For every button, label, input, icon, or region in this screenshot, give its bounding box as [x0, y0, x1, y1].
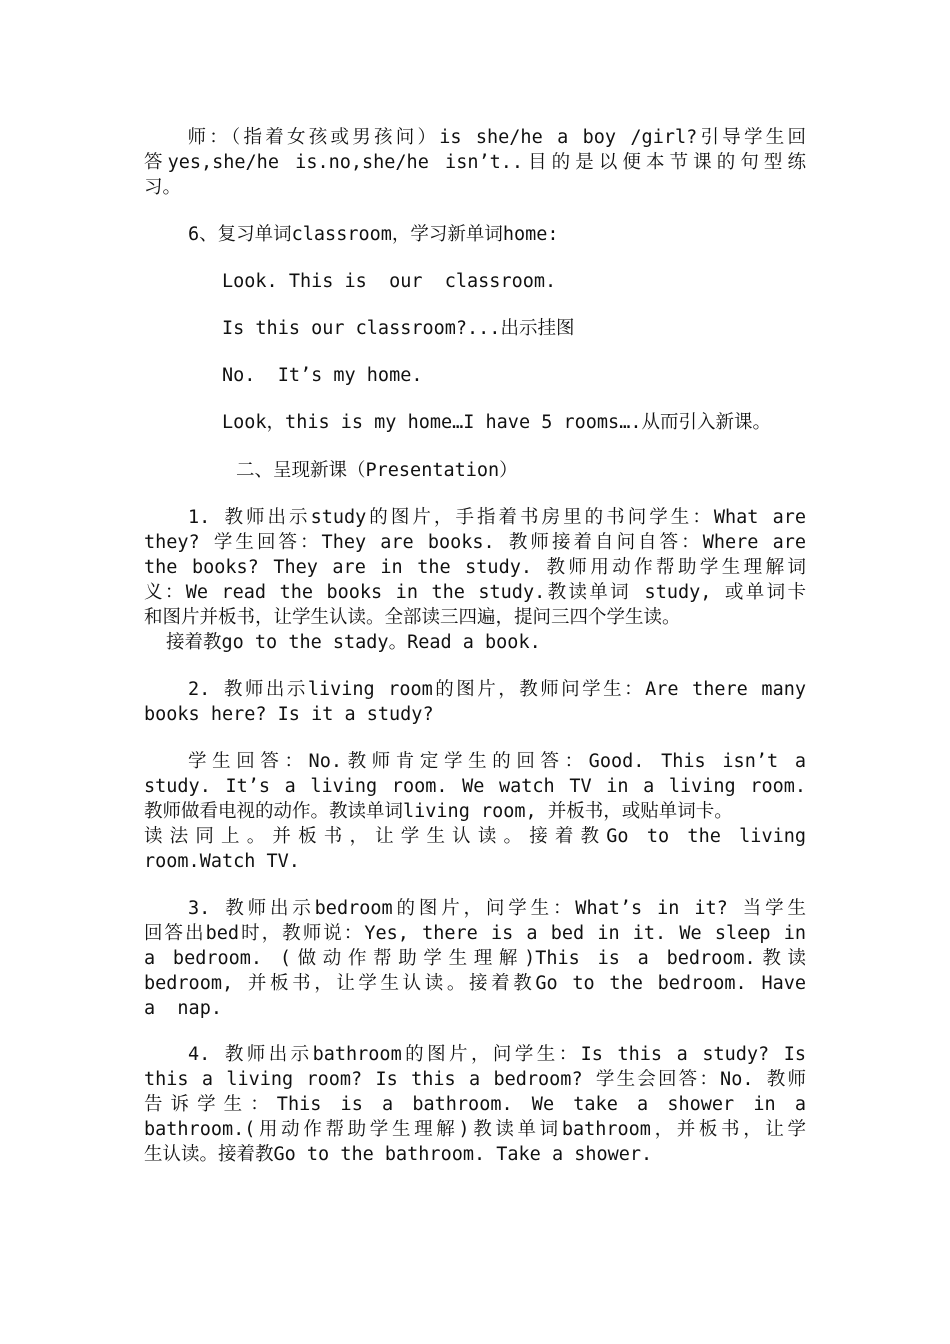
step6-line-2: Is this our classroom?...出示挂图	[222, 318, 575, 339]
text-line: 1. 教师出示study的图片，手指着书房里的书问学生：What are	[188, 507, 806, 528]
section-heading-presentation: 二、呈现新课（Presentation）	[236, 460, 518, 481]
paragraph-teacher-question	[144, 125, 806, 200]
text-line: 告诉学生：This is a bathroom. We take a shower in a	[144, 1094, 806, 1115]
text-line: 义：We read the books in the study.教读单词 study, 或单词卡	[144, 582, 806, 603]
text-line: 生认读。接着教Go to the bathroom. Take a shower.	[144, 1144, 653, 1165]
text-line: the books? They are in the study. 教师用动作帮助学生理解词	[144, 557, 806, 578]
text-line: a nap.	[144, 998, 222, 1019]
text-line: 答yes,she/he is.no,she/he isn’t..目的是以便本节课的句型练	[144, 152, 806, 173]
text-line: bedroom, 并板书，让学生认读。接着教Go to the bedroom. Have	[144, 973, 806, 994]
text-line: 教师做看电视的动作。教读单词living room, 并板书，或贴单词卡。	[144, 801, 733, 822]
text-line: room.Watch TV.	[144, 851, 300, 872]
text-line: they? 学生回答：They are books. 教师接着自问自答：Where are	[144, 532, 806, 553]
step6-line-1: Look. This is our classroom.	[222, 271, 557, 292]
text-line: 读法同上。并板书，让学生认读。接着教Go to the living	[144, 826, 806, 847]
paragraph-item-1	[144, 505, 806, 655]
step6-line-3: No. It’s my home.	[222, 365, 423, 386]
text-line: study. It’s a living room. We watch TV in a living room.	[144, 776, 806, 797]
paragraph-item-4	[144, 1042, 806, 1167]
text-line: 4. 教师出示bathroom的图片，问学生：Is this a study? Is	[188, 1044, 806, 1065]
step6-title: 6、复习单词classroom，学习新单词home:	[188, 224, 559, 245]
text-line: 2. 教师出示living room的图片，教师问学生：Are there many	[188, 679, 806, 700]
text-line: 接着教go to the stady。Read a book.	[166, 632, 541, 653]
text-line: 习。	[144, 177, 182, 198]
paragraph-item-2-answer	[144, 749, 806, 874]
step6-line-4: Look，this is my home…I have 5 rooms….从而引入新课。	[222, 412, 771, 433]
text-line: 3. 教师出示bedroom的图片，问学生：What’s in it? 当学生	[188, 898, 806, 919]
paragraph-item-3	[144, 896, 806, 1021]
paragraph-item-2	[144, 677, 806, 727]
text-line: 和图片并板书，让学生认读。全部读三四遍，提问三四个学生读。	[144, 607, 681, 628]
text-line: bathroom.(用动作帮助学生理解)教读单词bathroom，并板书，让学	[144, 1119, 806, 1140]
text-line: 回答出bed时，教师说：Yes, there is a bed in it. We sleep in	[144, 923, 806, 944]
text-line: a bedroom. (做动作帮助学生理解)This is a bedroom.教读	[144, 948, 806, 969]
text-line: this a living room? Is this a bedroom? 学生会回答：No. 教师	[144, 1069, 806, 1090]
text-line: 学生回答：No.教师肯定学生的回答：Good. This isn’t a	[188, 751, 806, 772]
text-line: 师：（指着女孩或男孩问）is she/he a boy /girl?引导学生回	[144, 127, 806, 148]
text-line: books here? Is it a study?	[144, 704, 434, 725]
